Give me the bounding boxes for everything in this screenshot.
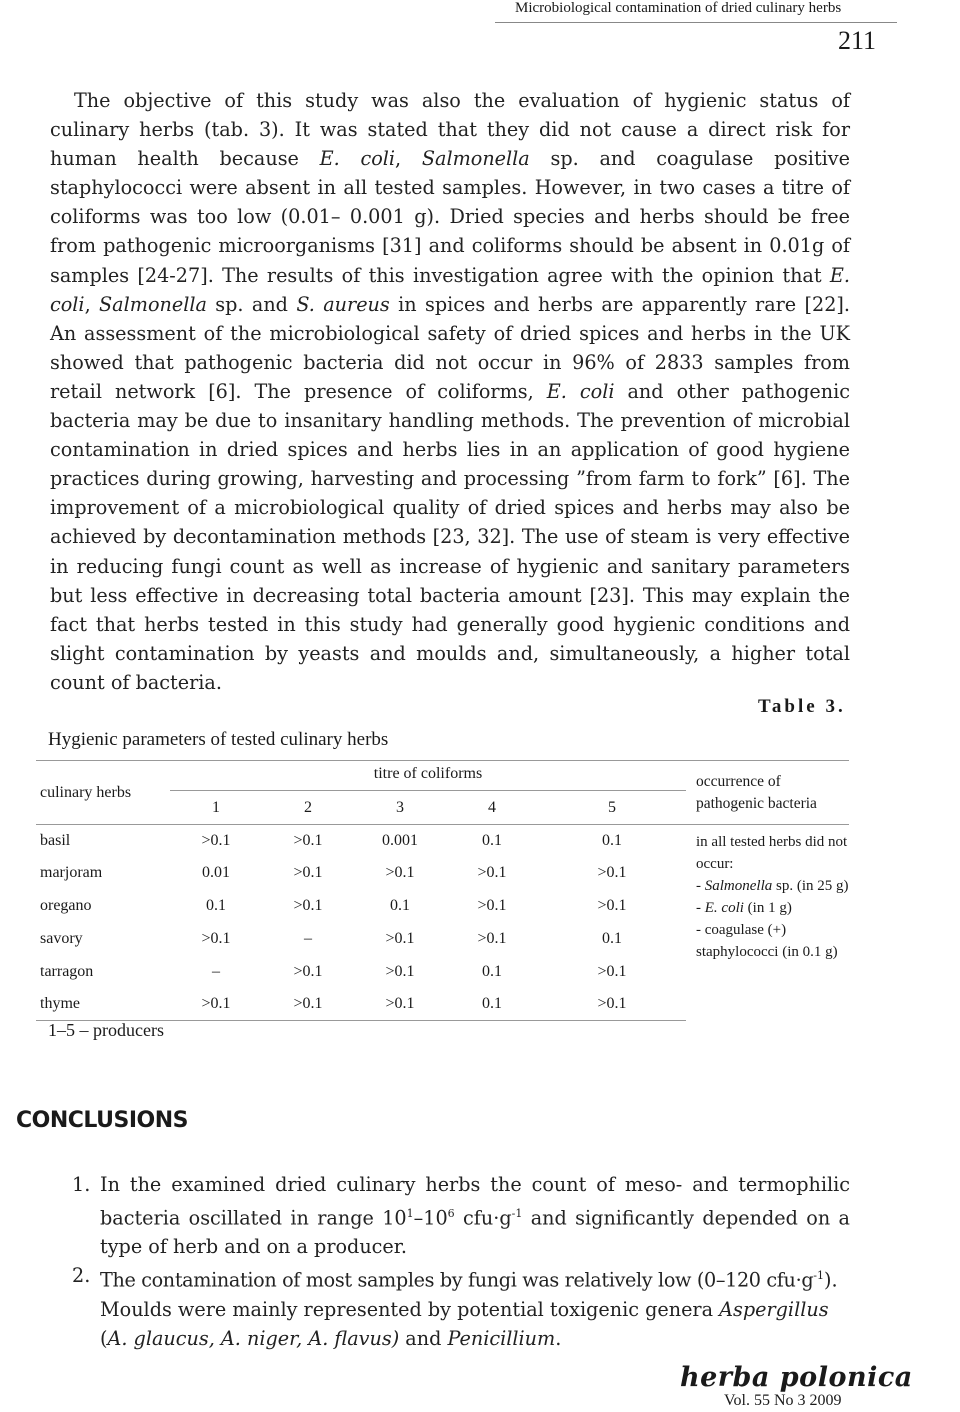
hygienic-table [36,760,849,1021]
titre-cell: 0.1 [446,988,538,1021]
titre-cell: >0.1 [597,864,627,881]
table-label: Table 3. [758,696,846,717]
header-culinary-herbs: culinary herbs [36,761,170,825]
body-text-2: sp. and coagulase positive staphylococci were absent in all tested samples. However, in two cases a titre of coliforms was too low (0.01– 0.001 g). Dried species and herbs should be free from pathogenic microorganisms [31] and coliforms should be absent in 0.01g of samples [24-27]. The results of this investigation agree with the opinion that [50,147,850,287]
occ-l2-post: (in 1 g) [743,900,792,916]
body-text-3: sp. and [206,292,297,316]
table-row [36,825,849,857]
list-item [72,1170,850,1261]
titre-cell: – [304,930,312,947]
journal-logo: herba polonica [680,1362,913,1393]
item-number: 1. [72,1173,91,1196]
herb-name: savory [40,930,83,947]
titre-cell: 0.1 [390,897,410,914]
running-title: Microbiological contamination of dried culinary herbs [515,0,842,16]
titre-cell: >0.1 [354,988,446,1021]
occurrence-staph: - coagulase (+) staphylococci (in 0.1 g) [696,922,838,960]
titre-cell: 0.1 [538,825,686,857]
table-title: Hygienic parameters of tested culinary herbs [48,729,389,750]
occurrence-intro: in all tested herbs did not occur: [696,834,848,872]
occ-l1-post: sp. (in 25 g) [772,878,849,894]
producer-2: 2 [304,798,312,816]
c1-sup3: -1 [511,1207,523,1220]
occ-l1-italic: Salmonella [704,878,773,894]
body-ecoli-3: E. coli [546,379,615,403]
c2b: ). Moulds were mainly represented by potential toxigenic genera [100,1268,838,1321]
body-salmonella-2: Salmonella [99,292,207,316]
herb-name: marjoram [40,864,103,881]
c1c: cfu·g [454,1206,512,1230]
titre-cell: >0.1 [170,825,262,857]
c2-sup: -1 [813,1269,824,1283]
item-text [100,1261,850,1352]
body-sep: , [395,147,422,171]
occurrence-note [686,825,849,1021]
titre-cell: >0.1 [201,930,231,947]
body-text-4: in spices and herbs are apparently rare [22]. An assessment of the microbiological safety of dried spices and herbs in the UK showed that pathogenic bacteria did not occur in 96% of 2833 samples from retail network [6]. The presence of coliforms, [50,292,851,403]
titre-cell: >0.1 [170,988,262,1021]
titre-cell: 0.1 [446,825,538,857]
producer-4: 4 [488,798,496,816]
occ-l1-pre: - [696,878,705,894]
titre-cell: >0.1 [262,825,354,857]
herb-name: oregano [40,897,92,914]
c1d: and significantly depended on a type of herb and on a producer. [100,1206,850,1259]
herb-name: tarragon [40,962,94,980]
c2a: The contamination of most samples by fungi was relatively low (0–120 cfu·g [100,1268,814,1292]
titre-cell: >0.1 [538,988,686,1021]
titre-cell: >0.1 [477,930,507,947]
titre-cell: >0.1 [385,962,415,980]
c1b: –10 [413,1206,448,1230]
herb-name: thyme [36,988,170,1021]
titre-cell: >0.1 [477,864,507,881]
c1-sup2: 6 [447,1207,455,1220]
body-salmonella: Salmonella [421,147,530,171]
conclusions-heading: CONCLUSIONS [16,1108,188,1133]
body-text-1: The objective of this study was also the evaluation of hygienic status of culinary herbs (tab. 3). It was stated that they did not cause a direct risk for human health because [50,89,850,171]
occ-l2-pre: - [696,900,705,916]
titre-cell: >0.1 [262,988,354,1021]
c1a: In the examined dried culinary herbs the count of meso- and termophilic bacteria oscillated in range 10 [100,1173,850,1230]
body-paragraph [50,86,850,697]
producer-1: 1 [212,798,220,816]
titre-cell: >0.1 [597,897,627,914]
occ-l2-italic: E. coli [704,900,744,916]
titre-cell: >0.1 [293,864,323,881]
titre-cell: 0.1 [482,962,502,980]
body-ecoli: E. coli [319,147,396,171]
c1-sup1: 1 [406,1207,414,1220]
producer-3: 3 [396,798,404,816]
body-text-5: and other pathogenic bacteria may be due to insanitary handling methods. The prevention of microbial contamination in dried spices and herbs lies in an application of good hygiene practices during growing, harvesting and processing ”from farm to fork” [6]. The improvement of a microbiological quality of dried spices and herbs may also be achieved by decontamination methods [23, 32]. The use of steam is very effective in reducing fungi count as well as increase of hygienic and sanitary parameters but less effective in decreasing total bacteria amount [23]. This may explain the fact that herbs tested in this study had generally good hygienic conditions and slight contamination by yeasts and moulds and, simultaneously, a higher total count of bacteria. [50,379,850,694]
header-rule [495,22,897,23]
occurrence-salmonella [696,875,849,897]
titre-cell: 0.001 [354,825,446,857]
body-saureus: S. aureus [296,292,390,316]
table-footnote: 1–5 – producers [48,1020,164,1040]
volume-info: Vol. 55 No 3 2009 [724,1392,842,1409]
titre-cell: >0.1 [477,897,507,914]
c2-penicillium: Penicillium [447,1326,556,1350]
producer-5: 5 [608,798,616,816]
herb-name: basil [36,825,170,857]
c2e: . [555,1326,562,1350]
titre-cell: >0.1 [293,962,323,980]
item-number: 2. [72,1264,91,1288]
body-ecoli-2: E. coli [50,263,850,316]
item-text [100,1170,850,1261]
occurrence-ecoli [696,897,849,919]
page-number: 211 [838,26,877,55]
conclusions-list [72,1170,850,1353]
c2c: ( [100,1326,108,1350]
titre-cell: 0.01 [202,864,230,881]
titre-cell: 0.1 [206,897,226,914]
c2-species: A. glaucus, A. niger, A. flavus) [107,1326,400,1350]
titre-cell: >0.1 [385,930,415,947]
header-occurrence: occurrence of pathogenic bacteria [686,761,849,825]
titre-cell: 0.1 [602,930,622,947]
header-titre-of-coliforms: titre of coliforms [170,761,686,791]
titre-cell: >0.1 [597,962,627,980]
titre-cell: – [212,962,220,980]
body-sep-2: , [84,292,100,316]
titre-cell: >0.1 [385,864,415,881]
titre-cell: >0.1 [293,897,323,914]
list-item [72,1261,850,1352]
c2-aspergillus: Aspergillus [719,1297,829,1321]
c2d: and [399,1326,448,1350]
